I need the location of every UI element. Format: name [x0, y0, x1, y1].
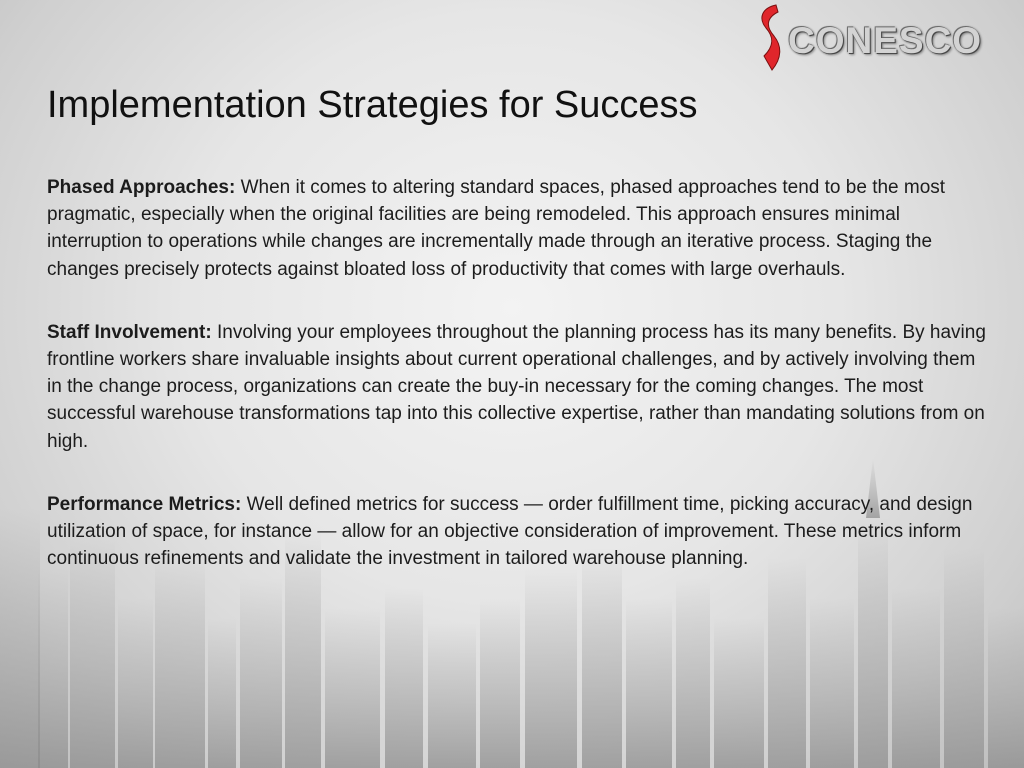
- section-heading: Phased Approaches:: [47, 177, 241, 198]
- section-body: Well defined metrics for success — order fulfillment time, picking accuracy, and design utilization of space, for instance — allow for an objective consideration of improvement. These metrics inform continuous refinements and validate the investment in tailored warehouse planning.: [47, 493, 973, 570]
- slide-title: Implementation Strategies for Success: [47, 84, 698, 126]
- logo-mark-icon: [752, 2, 786, 72]
- section-body: Involving your employees throughout the planning process has its many benefits. By having frontline workers share invaluable insights about current operational challenges, and by actively involving them in the change process, organizations can create the buy-in necessary for the coming changes. The most successful warehouse transformations tap into this collective expertise, rather than mandating solutions from on high.: [47, 321, 986, 452]
- conesco-logo: [752, 2, 1020, 72]
- section-phased-approaches: [47, 174, 987, 283]
- section-performance-metrics: [47, 491, 987, 573]
- slide-content: [47, 174, 987, 608]
- section-body: When it comes to altering standard spaces, phased approaches tend to be the most pragmatic, especially when the original facilities are being remodeled. This approach ensures minimal interruption to operations while changes are incrementally made through an iterative process. Staging the changes precisely protects against bloated loss of productivity that comes with large overhauls.: [47, 177, 946, 280]
- section-heading: Performance Metrics:: [47, 493, 247, 515]
- section-heading: Staff Involvement:: [47, 321, 217, 343]
- section-staff-involvement: [47, 319, 987, 455]
- logo-text: CONESCO: [788, 20, 983, 61]
